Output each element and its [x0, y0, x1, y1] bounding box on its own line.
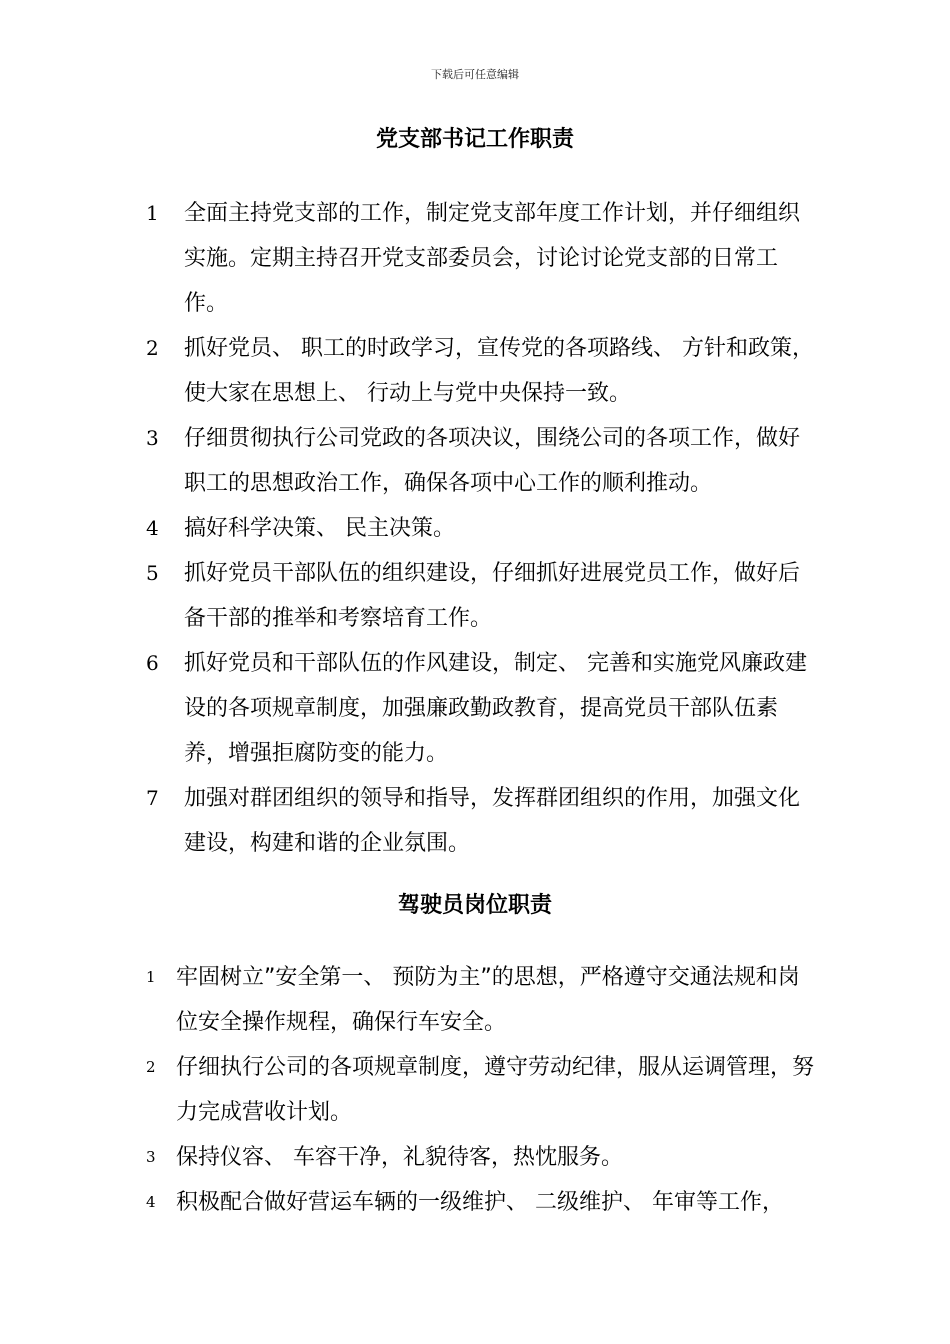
duty-list-party-secretary: [0, 191, 950, 866]
item-text: 保持仪容、 车容干净，礼貌待客，热忱服务。: [176, 1145, 623, 1170]
item-text: 加强对群团组织的领导和指导，发挥群团组织的作用，加强文化建设，构建和谐的企业氛围。: [184, 786, 801, 856]
list-item: [0, 641, 950, 776]
item-number: 2: [146, 336, 159, 360]
section-title-party-secretary: 党支部书记工作职责: [375, 127, 574, 152]
item-text: 抓好党员干部队伍的组织建设，仔细抓好进展党员工作，做好后备干部的推举和考察培育工作。: [184, 561, 801, 631]
item-text: 仔细执行公司的各项规章制度，遵守劳动纪律，服从运调管理，努力完成营收计划。: [176, 1055, 815, 1125]
item-text: 积极配合做好营运车辆的一级维护、 二级维护、 年审等工作，: [176, 1190, 784, 1215]
list-item: [0, 506, 950, 551]
list-item: [0, 326, 950, 416]
item-number: 6: [146, 651, 159, 675]
item-text: 抓好党员、 职工的时政学习，宣传党的各项路线、 方针和政策，使大家在思想上、 行动上与党中央保持一致。: [184, 336, 814, 406]
item-number: 4: [146, 1193, 156, 1211]
item-number: 5: [146, 561, 159, 585]
item-text: 搞好科学决策、 民主决策。: [184, 516, 455, 541]
item-text: 全面主持党支部的工作，制定党支部年度工作计划，并仔细组织实施。定期主持召开党支部委员会，讨论讨论党支部的日常工作。: [184, 201, 801, 316]
item-text: 仔细贯彻执行公司党政的各项决议，围绕公司的各项工作，做好职工的思想政治工作，确保各项中心工作的顺利推动。: [184, 426, 801, 496]
list-item: [0, 1045, 950, 1135]
item-text: 牢固树立”安全第一、 预防为主”的思想，严格遵守交通法规和岗位安全操作规程，确保行车安全。: [176, 965, 800, 1035]
list-item: [0, 1180, 950, 1225]
item-text: 抓好党员和干部队伍的作风建设，制定、 完善和实施党风廉政建设的各项规章制度，加强廉政勤政教育，提高党员干部队伍素养，增强拒腐防变的能力。: [184, 651, 807, 766]
item-number: 4: [146, 516, 159, 540]
list-item: [0, 776, 950, 866]
item-number: 1: [146, 201, 159, 225]
list-item: [0, 191, 950, 326]
list-item: [0, 955, 950, 1045]
section-title-driver: 驾驶员岗位职责: [397, 893, 552, 918]
header-note: 下载后可任意编辑: [431, 68, 519, 81]
list-item: [0, 416, 950, 506]
list-item: [0, 1135, 950, 1180]
item-number: 1: [146, 968, 156, 986]
item-number: 3: [146, 1148, 156, 1166]
item-number: 7: [146, 786, 159, 810]
duty-list-driver: [0, 955, 950, 1225]
list-item: [0, 551, 950, 641]
item-number: 2: [146, 1058, 156, 1076]
item-number: 3: [146, 426, 159, 450]
